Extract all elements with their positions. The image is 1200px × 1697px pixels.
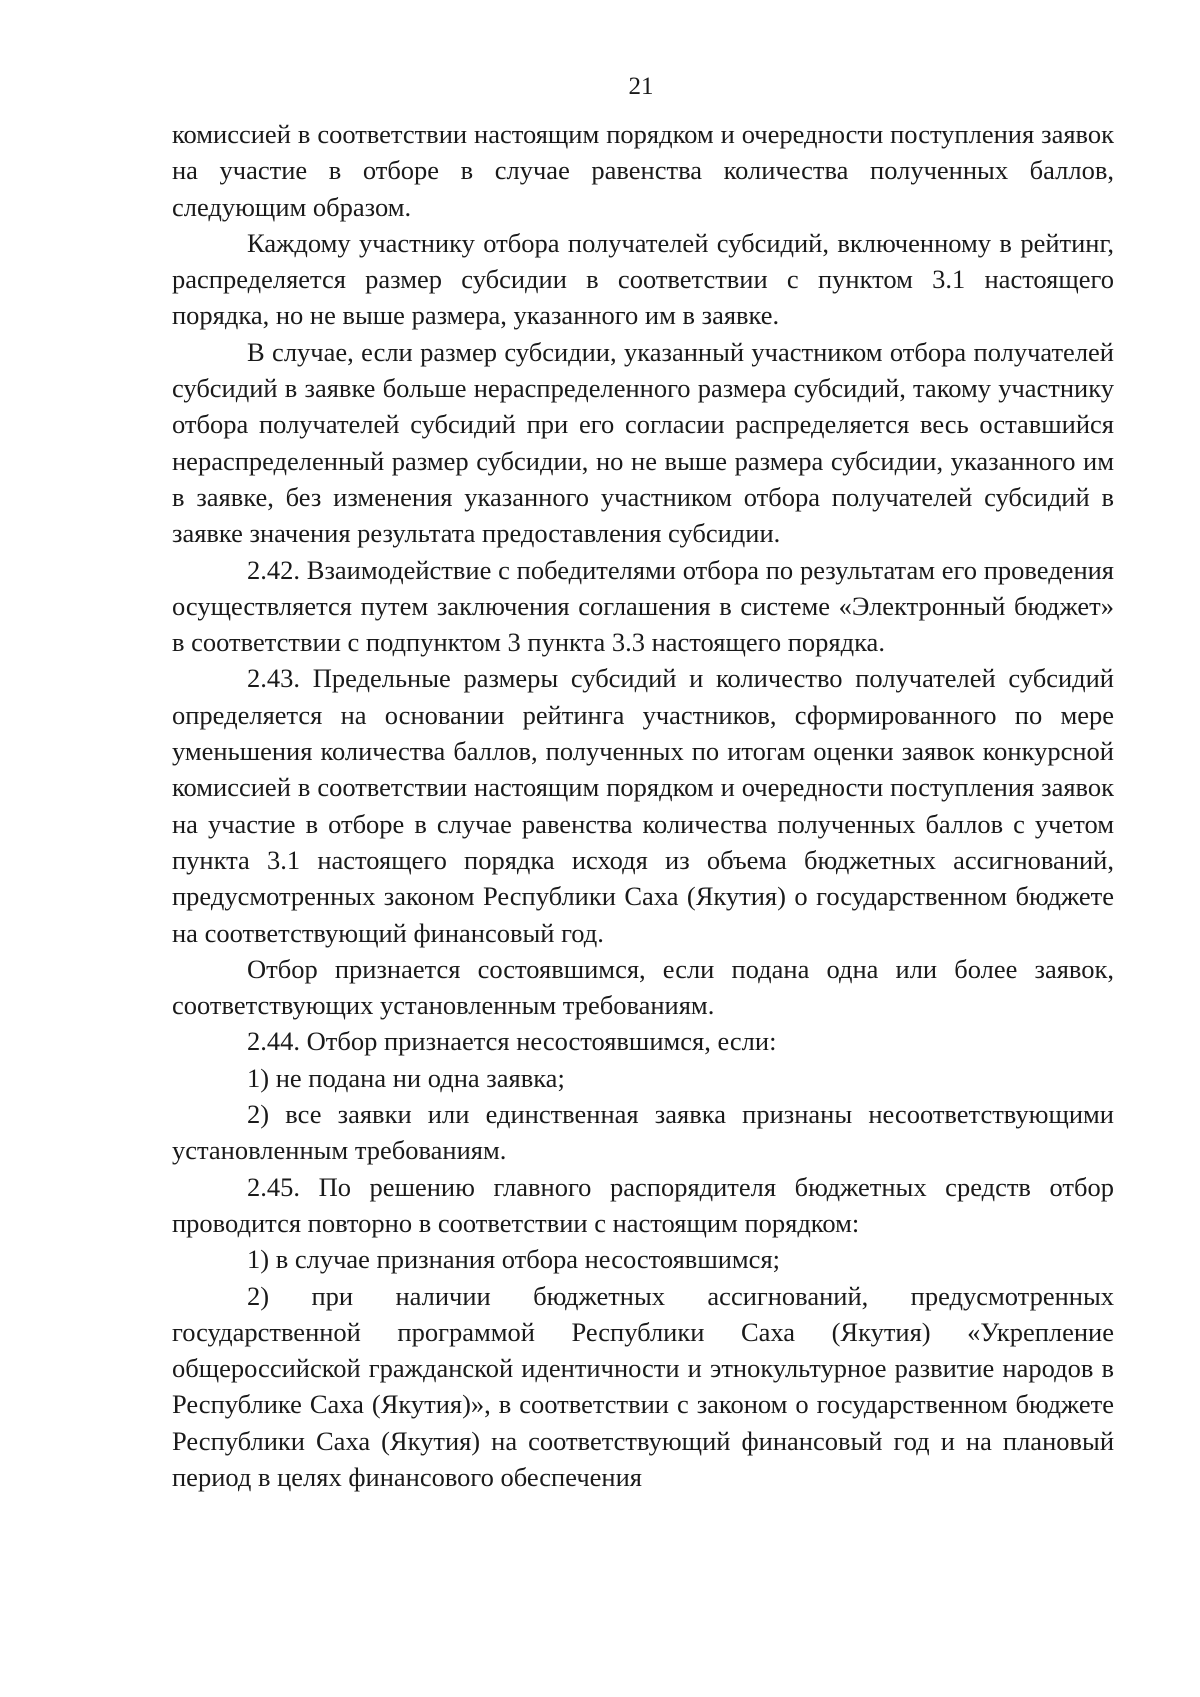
paragraph-2-44: 2.44. Отбор признается несостоявшимся, если: — [247, 1026, 777, 1057]
paragraph-2-42: 2.42. Взаимодействие с победителями отбора по результатам его проведения осуществляется путем заключения соглашения в системе «Электронный бюджет» в соответствии с подпунктом 3 пункта 3.3 настоящего порядка. — [172, 554, 1114, 658]
list-item-2-44-1: 1) не подана ни одна заявка; — [247, 1062, 565, 1093]
paragraph-rating-distribution: Каждому участнику отбора получателей субсидий, включенному в рейтинг, распределяется размер субсидии в соответствии с пунктом 3.1 настоящего порядка, но не выше размера, указанного им в заявке. — [172, 227, 1114, 331]
page-number: 21 — [628, 73, 654, 100]
list-item-2-44-2: 2) все заявки или единственная заявка признаны несоответствующими установленным требованиям. — [172, 1099, 1114, 1166]
paragraph-2-43: 2.43. Предельные размеры субсидий и количество получателей субсидий определяется на основании рейтинга участников, сформированного по мере уменьшения количества баллов, полученных по итогам оценки заявок конкурсной комиссией в соответствии настоящим порядком и очередности поступления заявок на участие в отборе в случае равенства количества полученных баллов с учетом пункта 3.1 настоящего порядка исходя из объема бюджетных ассигнований, предусмотренных законом Республики Саха (Якутия) о государственном бюджете на соответствующий финансовый год. — [172, 663, 1114, 948]
paragraph-continuation: комиссией в соответствии настоящим порядком и очередности поступления заявок на участие в отборе в случае равенства количества полученных баллов, следующим образом. — [172, 119, 1114, 222]
paragraph-remaining-subsidy: В случае, если размер субсидии, указанный участником отбора получателей субсидий в заявке больше нераспределенного размера субсидий, такому участнику отбора получателей субсидий при его согласии распределяется весь оставшийся нераспределенный размер субсидии, но не выше размера субсидии, указанного им в заявке, без изменения указанного участником отбора получателей субсидий в заявке значения результата предоставления субсидии. — [172, 336, 1114, 549]
paragraph-selection-valid: Отбор признается состоявшимся, если подана одна или более заявок, соответствующих установленным требованиям. — [172, 953, 1114, 1021]
list-item-2-45-1: 1) в случае признания отбора несостоявшимся; — [247, 1244, 780, 1275]
list-item-2-45-2: 2) при наличии бюджетных ассигнований, предусмотренных государственной программой Республики Саха (Якутия) «Укрепление общероссийской гражданской идентичности и этнокультурное развитие народов в Республике Саха (Якутия)», в соответствии с законом о государственном бюджете Республики Саха (Якутия) на соответствующий финансовый год и на плановый период в целях финансового обеспечения — [172, 1280, 1114, 1492]
document-body — [172, 116, 1114, 1495]
paragraph-2-45: 2.45. По решению главного распорядителя бюджетных средств отбор проводится повторно в соответствии с настоящим порядком: — [172, 1171, 1114, 1238]
